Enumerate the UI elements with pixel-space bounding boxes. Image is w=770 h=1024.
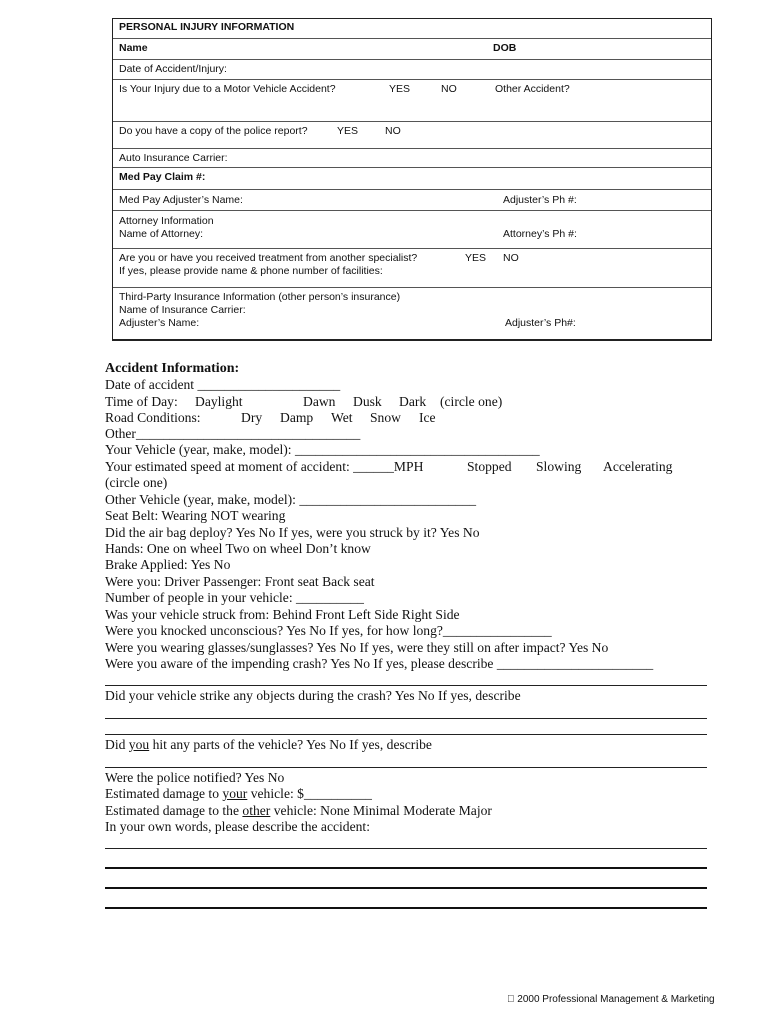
option-dawn: Dawn <box>303 394 336 409</box>
police-question: Do you have a copy of the police report? <box>119 125 308 137</box>
police-yes: YES <box>337 125 359 137</box>
accident-heading: Accident Information: <box>105 361 240 376</box>
describe-rule-5 <box>105 848 707 849</box>
dob-label: DOB <box>493 42 517 54</box>
mva-yes: YES <box>389 83 411 95</box>
describe-rule-6 <box>105 867 707 869</box>
other-damage-rest: vehicle: None Minimal Moderate Major <box>270 803 492 818</box>
strike-objects-line: Did your vehicle strike any objects during the crash? Yes No If yes, describe <box>105 688 521 703</box>
your-damage-rest: vehicle: $__________ <box>247 786 372 801</box>
police-no: NO <box>385 125 401 137</box>
air-bag-line: Did the air bag deploy? Yes No If yes, were you struck by it? Yes No <box>105 525 480 540</box>
hit-parts-line <box>105 737 432 753</box>
other-damage-prefix: Estimated damage to the <box>105 803 243 818</box>
med-pay-claim-label: Med Pay Claim #: <box>119 171 206 183</box>
other-damage-other: other <box>242 803 271 818</box>
option-stopped: Stopped <box>467 459 512 474</box>
describe-rule-4 <box>105 767 707 768</box>
specialist-note: If yes, please provide name & phone number of facilities: <box>119 265 383 277</box>
describe-accident-line: In your own words, please describe the accident: <box>105 819 370 834</box>
hit-parts-you: you <box>128 737 150 752</box>
time-of-day-label: Time of Day: <box>105 394 178 409</box>
describe-rule-2 <box>105 718 707 719</box>
attorney-name-label: Name of Attorney: <box>119 228 204 240</box>
specialist-yes: YES <box>465 252 487 264</box>
option-wet: Wet <box>331 410 353 425</box>
option-snow: Snow <box>370 410 401 425</box>
personal-injury-table <box>112 18 712 341</box>
date-of-accident-line: Date of accident _____________________ <box>105 377 341 392</box>
brake-line: Brake Applied: Yes No <box>105 557 231 572</box>
seat-belt-line: Seat Belt: Wearing NOT wearing <box>105 508 286 523</box>
your-damage-your: your <box>222 786 248 801</box>
describe-rule-1 <box>105 685 707 686</box>
option-dark: Dark <box>399 394 427 409</box>
option-dry: Dry <box>241 410 263 425</box>
hit-parts-did: Did <box>105 737 129 752</box>
position-line: Were you: Driver Passenger: Front seat Back seat <box>105 574 375 589</box>
hit-parts-rest: hit any parts of the vehicle? Yes No If yes, describe <box>149 737 432 752</box>
med-pay-claim-row <box>113 167 711 183</box>
auto-carrier-row <box>113 148 711 164</box>
people-count-line: Number of people in your vehicle: __________ <box>105 590 364 605</box>
other-damage-line <box>105 803 492 819</box>
speed-label: Your estimated speed at moment of accident: ______MPH <box>105 459 424 474</box>
auto-carrier-label: Auto Insurance Carrier: <box>119 152 228 164</box>
option-ice: Ice <box>419 410 436 425</box>
hands-line: Hands: One on wheel Two on wheel Don’t know <box>105 541 371 556</box>
third-party-adjuster-label: Adjuster’s Name: <box>119 317 200 329</box>
describe-rule-7 <box>105 887 707 889</box>
mva-row <box>113 79 711 95</box>
attorney-phone-label: Attorney’s Ph #: <box>503 228 577 240</box>
unconscious-line: Were you knocked unconscious? Yes No If yes, for how long?________________ <box>105 623 552 638</box>
mva-question: Is Your Injury due to a Motor Vehicle Accident? <box>119 83 336 95</box>
other-vehicle-line: Other Vehicle (year, make, model): __________________________ <box>105 492 477 507</box>
attorney-row <box>113 210 711 240</box>
describe-rule-3 <box>105 734 707 735</box>
police-notified-line: Were the police notified? Yes No <box>105 770 285 785</box>
third-party-adjuster-phone: Adjuster’s Ph#: <box>505 317 576 329</box>
footer-copyright:   2000 Professional Management & Marketing <box>507 994 715 1005</box>
your-damage-line <box>105 786 372 802</box>
your-vehicle-line: Your Vehicle (year, make, model): ____________________________________ <box>105 442 540 457</box>
circle-one-note: (circle one) <box>440 394 503 409</box>
other-accident-label: Other Accident? <box>495 83 570 95</box>
describe-rule-8 <box>105 907 707 909</box>
circle-one-line: (circle one) <box>105 475 168 490</box>
mva-no: NO <box>441 83 457 95</box>
specialist-row <box>113 248 711 277</box>
option-slowing: Slowing <box>536 459 582 474</box>
date-accident-row <box>113 59 711 75</box>
date-accident-label: Date of Accident/Injury: <box>119 63 227 75</box>
struck-from-line: Was your vehicle struck from: Behind Front Left Side Right Side <box>105 607 460 622</box>
other-line: Other_________________________________ <box>105 426 361 441</box>
adjuster-phone-label: Adjuster’s Ph #: <box>503 194 577 206</box>
glasses-line: Were you wearing glasses/sunglasses? Yes No If yes, were they still on after impact? Yes No <box>105 640 609 655</box>
med-pay-adjuster-label: Med Pay Adjuster’s Name: <box>119 194 243 206</box>
third-party-label: Third-Party Insurance Information (other person’s insurance) <box>119 291 401 303</box>
option-accelerating: Accelerating <box>603 459 673 474</box>
road-conditions-label: Road Conditions: <box>105 410 201 425</box>
section-title: PERSONAL INJURY INFORMATION <box>119 21 295 33</box>
attorney-info-label: Attorney Information <box>119 215 214 227</box>
specialist-question: Are you or have you received treatment from another specialist? <box>119 252 418 264</box>
third-party-row <box>113 287 711 329</box>
your-damage-prefix: Estimated damage to <box>105 786 223 801</box>
name-label: Name <box>119 42 148 54</box>
option-dusk: Dusk <box>353 394 382 409</box>
name-row <box>113 38 711 60</box>
specialist-no: NO <box>503 252 519 264</box>
carrier-name-label: Name of Insurance Carrier: <box>119 304 246 316</box>
aware-line: Were you aware of the impending crash? Yes No If yes, please describe _______________________ <box>105 656 654 671</box>
option-damp: Damp <box>280 410 314 425</box>
police-row <box>113 121 711 137</box>
med-pay-adjuster-row <box>113 189 711 206</box>
option-daylight: Daylight <box>195 394 243 409</box>
